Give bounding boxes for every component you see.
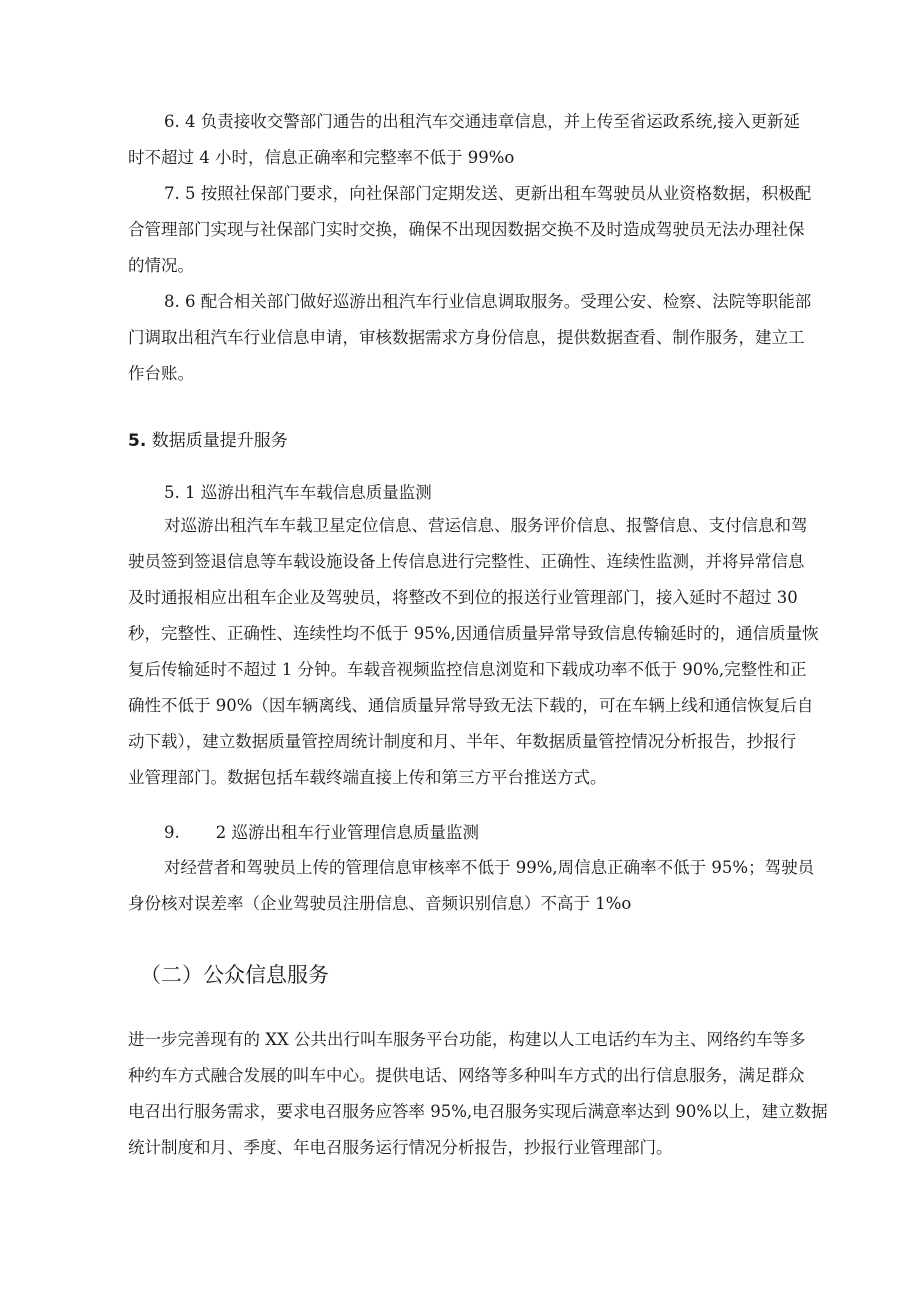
paragraph-7-5 (128, 176, 812, 284)
subsection-9-2-heading (164, 818, 479, 848)
text-line: 业管理部门。数据包括车载终端直接上传和第三方平台推送方式。 (128, 768, 607, 787)
text-line: 7. 5 按照社保部门要求，向社保部门定期发送、更新出租车驾驶员从业资格数据，积极配 (164, 184, 812, 203)
text-line: 统计制度和月、季度、年电召服务运行情况分析报告，抄报行业管理部门。 (128, 1138, 673, 1157)
text-line: 作台账。 (128, 364, 194, 383)
text-line: 时不超过 4 小时，信息正确率和完整率不低于 99%o (128, 148, 515, 167)
public-service-title: （二）公众信息服务 (140, 963, 329, 987)
subsection-5-1-heading: 5. 1 巡游出租汽车车载信息质量监测 (164, 483, 432, 502)
subsection-title: 2 巡游出租车行业管理信息质量监测 (215, 823, 479, 842)
text-line: 身份核对误差率（企业驾驶员注册信息、音频识别信息）不高于 1%o (128, 894, 632, 913)
text-line: 秒，完整性、正确性、连续性均不低于 95%,因通信质量异常导致信息传输延时的，通信质量恢 (128, 624, 819, 643)
text-line: 对经营者和驾驶员上传的管理信息审核率不低于 99%,周信息正确率不低于 95%；驾驶员 (164, 858, 815, 877)
paragraph-9-2-body (128, 850, 815, 922)
text-line: 门调取出租汽车行业信息申请，审核数据需求方身份信息，提供数据查看、制作服务，建立工 (128, 328, 805, 347)
subsection-number: 9. (164, 823, 180, 842)
public-service-body (128, 1022, 828, 1166)
text-line: 进一步完善现有的 XX 公共出行叫车服务平台功能，构建以人工电话约车为主、网络约车等多 (128, 1030, 806, 1049)
text-line: 及时通报相应出租车企业及驾驶员，将整改不到位的报送行业管理部门，接入延时不超过 30 (128, 588, 798, 607)
text-line: 确性不低于 90%（因车辆离线、通信质量异常导致无法下载的，可在车辆上线和通信恢复后自 (128, 696, 814, 715)
text-line: 8. 6 配合相关部门做好巡游出租汽车行业信息调取服务。受理公安、检察、法院等职能部 (164, 292, 812, 311)
text-line: 合管理部门实现与社保部门实时交换，确保不出现因数据交换不及时造成驾驶员无法办理社保 (128, 220, 805, 239)
section-5-heading (128, 426, 288, 456)
text-line: 复后传输延时不超过 1 分钟。车载音视频监控信息浏览和下载成功率不低于 90%,完整性和正 (128, 660, 807, 679)
text-line: 种约车方式融合发展的叫车中心。提供电话、网络等多种叫车方式的出行信息服务，满足群众 (128, 1066, 805, 1085)
text-line: 动下载），建立数据质量管控周统计制度和月、半年、年数据质量管控情况分析报告，抄报行 (128, 732, 797, 751)
text-line: 6. 4 负责接收交警部门通告的出租汽车交通违章信息，并上传至省运政系统,接入更新延 (164, 112, 800, 131)
text-line: 对巡游出租汽车车载卫星定位信息、营运信息、服务评价信息、报警信息、支付信息和驾 (164, 516, 808, 535)
text-line: 电召出行服务需求，要求电召服务应答率 95%,电召服务实现后满意率达到 90%以上，建立数据 (128, 1102, 828, 1121)
section-number: 5. (128, 431, 147, 451)
text-line: 驶员签到签退信息等车载设施设备上传信息进行完整性、正确性、连续性监测，并将异常信息 (128, 552, 805, 571)
text-line: 的情况。 (128, 256, 194, 275)
paragraph-5-1-body (128, 508, 819, 796)
paragraph-6-4 (128, 104, 798, 176)
section-title: 数据质量提升服务 (151, 431, 288, 451)
paragraph-8-6 (128, 284, 812, 392)
